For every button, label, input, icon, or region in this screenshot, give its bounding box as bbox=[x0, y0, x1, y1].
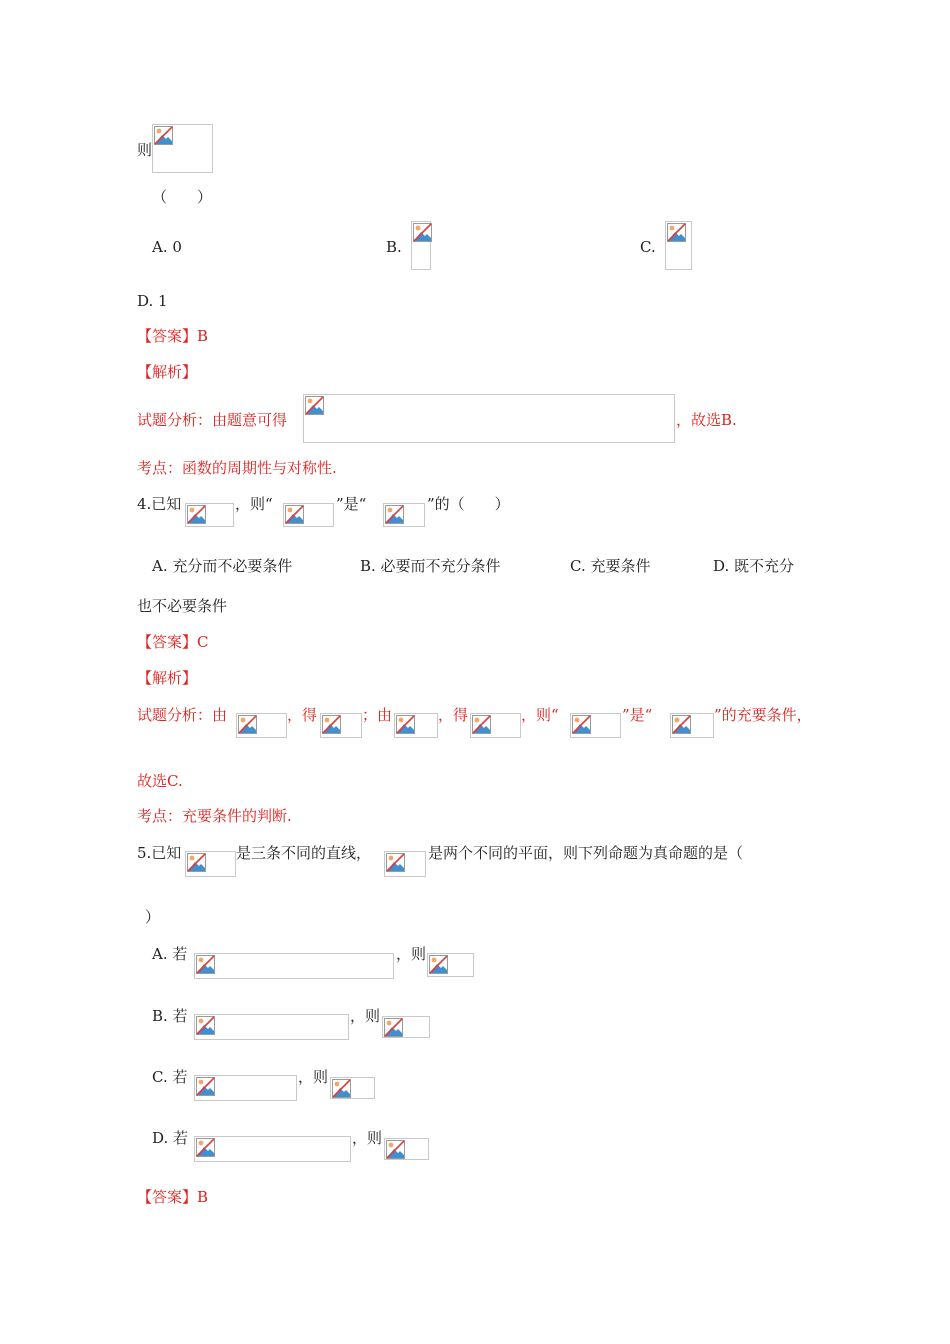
formula-image bbox=[670, 713, 714, 738]
formula-image bbox=[194, 1014, 349, 1040]
option-text: ，则 bbox=[298, 1068, 329, 1086]
analysis-text: 试题分析：由 bbox=[137, 706, 228, 724]
kaodian-text: 考点：充要条件的判断. bbox=[137, 807, 292, 825]
stem-text: 则 bbox=[137, 141, 153, 159]
formula-image bbox=[384, 851, 426, 877]
formula-image bbox=[394, 713, 438, 738]
formula-image bbox=[194, 1075, 297, 1101]
option-text: ，则 bbox=[396, 945, 427, 963]
analysis-label: 【解析】 bbox=[137, 669, 198, 687]
answer-label: 【答案】B bbox=[137, 1188, 209, 1206]
answer-label: 【答案】B bbox=[137, 327, 209, 345]
option-c: C. 若 bbox=[152, 1068, 188, 1086]
formula-image bbox=[185, 503, 234, 527]
formula-image bbox=[303, 394, 675, 443]
formula-image bbox=[427, 953, 474, 977]
formula-image bbox=[330, 1077, 375, 1099]
option-c: C. 充要条件 bbox=[570, 557, 651, 575]
formula-image bbox=[665, 221, 692, 270]
analysis-text: ，得 bbox=[438, 706, 469, 724]
analysis-label: 【解析】 bbox=[137, 363, 198, 381]
option-text: ，则 bbox=[350, 1007, 381, 1025]
option-b: B. 必要而不充分条件 bbox=[360, 557, 501, 575]
analysis-text: 故选C. bbox=[137, 772, 183, 790]
formula-image bbox=[383, 503, 425, 527]
question-stem: ”的（ ） bbox=[427, 495, 510, 513]
formula-image bbox=[194, 953, 394, 979]
question-stem: ） bbox=[145, 908, 161, 926]
analysis-text: ，故选B. bbox=[676, 411, 737, 429]
formula-image bbox=[384, 1138, 429, 1160]
option-d-continued: 也不必要条件 bbox=[137, 597, 228, 615]
question-stem: 4.已知 bbox=[137, 495, 182, 513]
analysis-text: ，得 bbox=[287, 706, 318, 724]
option-d: D. 既不充分 bbox=[713, 557, 795, 575]
question-stem: 5.已知 bbox=[137, 844, 182, 862]
question-stem: ”是“ bbox=[336, 495, 367, 513]
kaodian-text: 考点：函数的周期性与对称性. bbox=[137, 459, 337, 477]
answer-paren: （ ） bbox=[152, 188, 213, 206]
option-d: D. 1 bbox=[137, 292, 168, 310]
formula-image bbox=[185, 851, 236, 877]
analysis-text: ，则“ bbox=[521, 706, 559, 724]
answer-label: 【答案】C bbox=[137, 633, 209, 651]
option-b: B. 若 bbox=[152, 1007, 188, 1025]
question-stem: 是两个不同的平面，则下列命题为真命题的是（ bbox=[428, 844, 744, 862]
option-a: A. 若 bbox=[152, 945, 188, 963]
formula-image bbox=[152, 124, 213, 173]
formula-image bbox=[194, 1136, 351, 1162]
formula-image bbox=[411, 221, 431, 270]
analysis-text: ”是“ bbox=[622, 706, 653, 724]
question-stem: ，则“ bbox=[235, 495, 273, 513]
option-text: ，则 bbox=[352, 1129, 383, 1147]
analysis-text: ”的充要条件， bbox=[714, 706, 812, 724]
formula-image bbox=[382, 1016, 430, 1038]
option-a: A. 充分而不必要条件 bbox=[152, 557, 293, 575]
analysis-text: ；由 bbox=[362, 706, 393, 724]
formula-image bbox=[320, 713, 362, 738]
question-stem: 是三条不同的直线， bbox=[236, 844, 372, 862]
formula-image bbox=[283, 503, 334, 527]
option-d: D. 若 bbox=[152, 1129, 189, 1147]
option-a: A. 0 bbox=[152, 238, 182, 256]
formula-image bbox=[470, 713, 521, 738]
option-b: B. bbox=[386, 238, 402, 256]
analysis-text: 试题分析：由题意可得 bbox=[137, 411, 288, 429]
option-c: C. bbox=[640, 238, 656, 256]
formula-image bbox=[236, 713, 287, 738]
formula-image bbox=[570, 713, 621, 738]
